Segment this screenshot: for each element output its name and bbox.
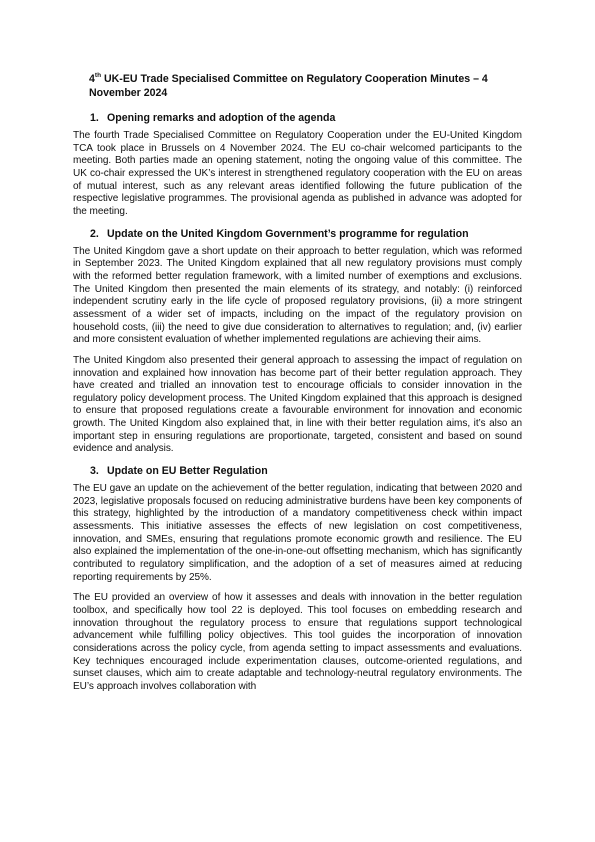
paragraph: The fourth Trade Specialised Committee on Regulatory Cooperation under the EU-United Kingdom TCA took place in Brussels on 4 November 2024. The EU co-chair welcomed participants to the meeting. Both parties made an opening statement, noting the ongoing value of this committee. The UK co-chair expressed the UK’s interest in strengthened regulatory cooperation with the EU on areas of mutual interest, such as any relevant areas identified following the future publication of the respective legislative programmes. The provisional agenda as published in advance was adopted for the meeting. xyxy=(73,130,522,217)
paragraph: The United Kingdom also presented their general approach to assessing the impact of regulation on innovation and explained how innovation has become part of their better regulation approach. They have created and trialled an innovation test to encourage officials to consider innovation in the regulatory policy development process. The United Kingdom explained that this approach is designed to ensure that proposed regulations create a favourable environment for innovation and economic growth. The United Kingdom also explained that, in line with their better regulation aims, it’s also an important step in ensuring regulations are proportionate, targeted, consistent and based on sound evidence and analysis. xyxy=(73,354,522,455)
title-text: UK-EU Trade Specialised Committee on Regulatory Cooperation Minutes – 4 November 2024 xyxy=(89,73,488,99)
section-heading-eu-better-regulation xyxy=(73,464,522,478)
section-heading-text: Update on EU Better Regulation xyxy=(107,465,268,478)
section-number: 3. xyxy=(90,465,99,478)
section-heading-opening-remarks xyxy=(73,111,522,125)
section-heading-text: Opening remarks and adoption of the agenda xyxy=(107,112,336,124)
paragraph: The EU provided an overview of how it assesses and deals with innovation in the better regulation toolbox, and specifically how tool 22 is deployed. This tool focuses on embedding research and innovation throughout the regulatory process to ensure that regulations support technological advancement while fulfilling policy objectives. This tool guides the incorporation of innovation considerations across the policy cycle, from agenda setting to impact assessments and evaluations. Key techniques encouraged include experimentation clauses, outcome-oriented regulations, and sunset clauses, which aim to create adaptable and technology-neutral regulatory environments. The EU’s approach involves collaboration with xyxy=(73,592,522,692)
paragraph: The United Kingdom gave a short update on their approach to better regulation, which was reformed in September 2023. The United Kingdom explained that all new regulatory provisions must comply with the reformed better regulation framework, with a limited number of exemptions and exclusions. The United Kingdom then presented the main elements of its strategy, and notably: (i) reinforced independent scrutiny early in the life cycle of proposed regulatory provisions, (ii) a more stringent assessment of a wider set of impacts, including on the impact of the regulatory provision on household costs, (iii) the need to give due consideration to alternatives to regulation; and, (iv) earlier and more consistent evaluation of whether implemented regulations are achieving their aims. xyxy=(73,245,522,346)
section-heading-uk-programme xyxy=(73,227,522,241)
document-title xyxy=(89,72,522,100)
section-heading-text: Update on the United Kingdom Government’s programme for regulation xyxy=(107,227,469,240)
title-ordinal-suffix: th xyxy=(94,72,102,79)
title-ordinal-number: 4 xyxy=(89,73,95,85)
document-body xyxy=(73,72,522,694)
paragraph: The EU gave an update on the achievement of the better regulation, indicating that between 2020 and 2023, legislative proposals focused on reducing administrative burdens have been key components of this strategy, highlighted by the introduction of a mandatory competitiveness check within impact assessments. This initiative assesses the effects of new legislation on cost competitiveness, innovation, and SMEs, ensuring that regulations promote economic growth and resilience. The EU also explained the implementation of the one-in-one-out offsetting mechanism, which has significantly contributed to regulatory simplification, and the adoption of a set of measures aimed at reducing reporting requirements by 25%. xyxy=(73,483,522,583)
section-number: 2. xyxy=(90,227,99,240)
section-number: 1. xyxy=(90,112,99,124)
